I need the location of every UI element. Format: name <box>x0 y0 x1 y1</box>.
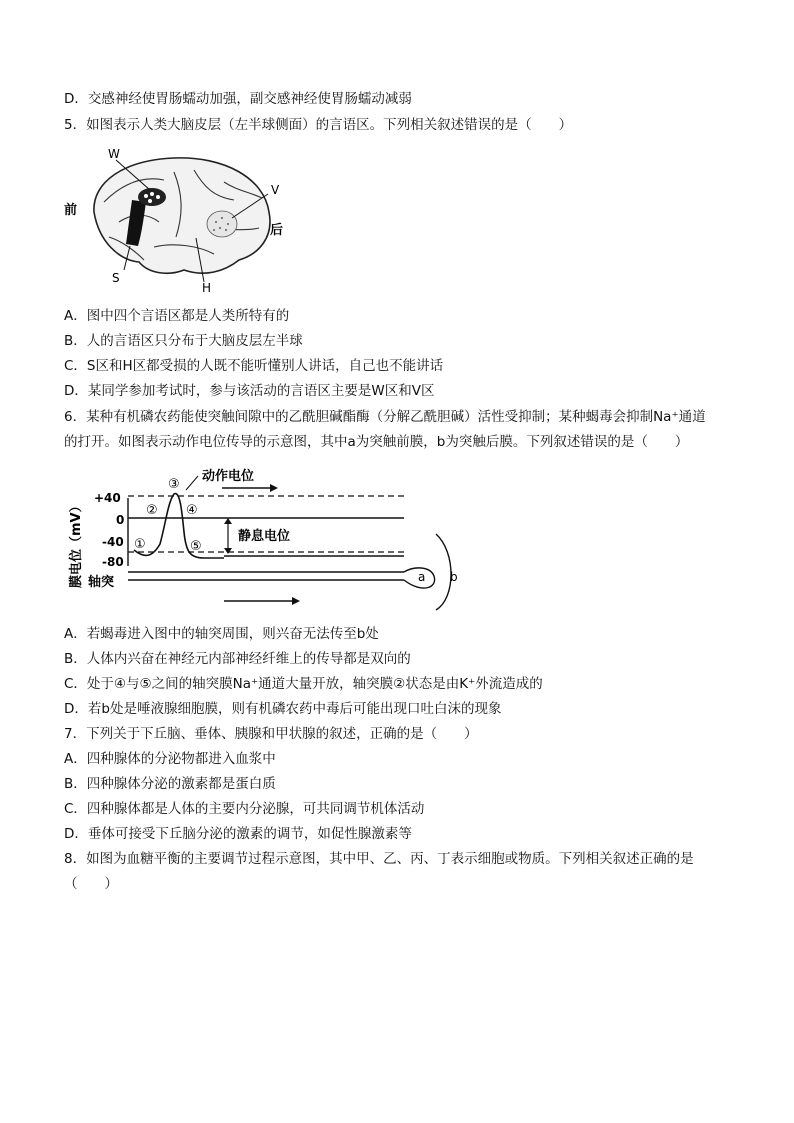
q7-option-a: A．四种腺体的分泌物都进入血浆中 <box>64 751 276 767</box>
label-b: b <box>450 570 458 584</box>
tick-minus80: -80 <box>102 555 124 569</box>
q6-option-c: C．处于④与⑤之间的轴突膜Na⁺通道大量开放，轴突膜②状态是由K⁺外流造成的 <box>64 676 543 692</box>
postsynaptic-membrane <box>436 534 451 610</box>
label-action-potential: 动作电位 <box>202 469 255 484</box>
point-4: ④ <box>186 503 198 518</box>
q6-option-d: D．若b处是唾液腺细胞膜，则有机磷农药中毒后可能出现口吐白沫的现象 <box>64 701 502 717</box>
q5-option-a: A．图中四个言语区都是人类所特有的 <box>64 308 290 324</box>
q7-option-b: B．四种腺体分泌的激素都是蛋白质 <box>64 776 276 792</box>
q6-option-b: B．人体内兴奋在神经元内部神经纤维上的传导都是双向的 <box>64 651 411 667</box>
q6-stem-line1: 6．某种有机磷农药能使突触间隙中的乙酰胆碱酯酶（分解乙酰胆碱）活性受抑制；某种蝎毒会抑制Na⁺通道 <box>64 409 706 425</box>
brain-language-area-figure <box>64 142 294 292</box>
point-1: ① <box>134 537 146 552</box>
axon-shape <box>128 572 404 580</box>
q5-stem: 5．如图表示人类大脑皮层（左半球侧面）的言语区。下列相关叙述错误的是（ ） <box>64 117 573 133</box>
label-v: V <box>271 183 280 197</box>
label-back: 后 <box>270 223 284 238</box>
area-v <box>207 211 237 237</box>
q6-stem-line2: 的打开。如图表示动作电位传导的示意图，其中a为突触前膜，b为突触后膜。下列叙述错误的是（ ） <box>64 434 689 450</box>
q7-option-d: D．垂体可接受下丘脑分泌的激素的调节，如促性腺激素等 <box>64 826 412 842</box>
label-w: W <box>108 147 120 161</box>
label-h: H <box>202 281 212 292</box>
q6-option-a: A．若蝎毒进入图中的轴突周围，则兴奋无法传至b处 <box>64 626 379 642</box>
point-2: ② <box>146 503 158 518</box>
label-front: 前 <box>64 203 78 218</box>
label-a: a <box>418 570 426 584</box>
tick-minus40: -40 <box>102 535 124 549</box>
q5-option-c: C．S区和H区都受损的人既不能听懂别人讲话，自己也不能讲话 <box>64 358 444 374</box>
area-w <box>138 188 166 206</box>
q8-stem-line2: （ ） <box>64 876 118 892</box>
label-resting-potential: 静息电位 <box>238 529 291 544</box>
ylabel: 膜电位（mV） <box>69 499 84 588</box>
tick-0: 0 <box>116 513 125 527</box>
point-5: ⑤ <box>190 539 202 554</box>
tick-40: +40 <box>94 491 121 505</box>
brain-outline <box>94 158 270 273</box>
label-s: S <box>112 271 120 285</box>
action-potential-figure <box>64 462 474 612</box>
q7-stem: 7．下列关于下丘脑、垂体、胰腺和甲状腺的叙述，正确的是（ ） <box>64 726 478 742</box>
q7-option-c: C．四种腺体都是人体的主要内分泌腺，可共同调节机体活动 <box>64 801 425 817</box>
q5-option-b: B．人的言语区只分布于大脑皮层左半球 <box>64 333 303 349</box>
point-3: ③ <box>168 477 180 492</box>
q5-option-d: D．某同学参加考试时，参与该活动的言语区主要是W区和V区 <box>64 383 435 399</box>
q4-option-d: D．交感神经使胃肠蠕动加强，副交感神经使胃肠蠕动减弱 <box>64 91 412 107</box>
q8-stem-line1: 8．如图为血糖平衡的主要调节过程示意图，其中甲、乙、丙、丁表示细胞或物质。下列相关叙述正确的是 <box>64 851 694 867</box>
label-axon: 轴突 <box>88 575 115 590</box>
